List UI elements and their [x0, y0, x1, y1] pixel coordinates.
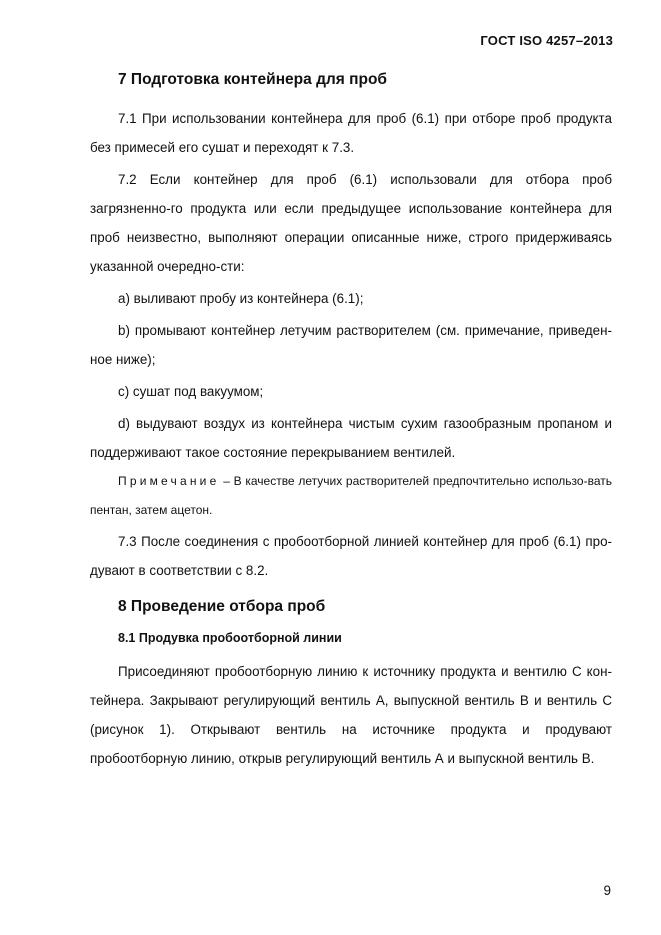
subsection-8-1-title: 8.1 Продувка пробоотборной линии [118, 631, 342, 645]
section-7-title: 7 Подготовка контейнера для проб [118, 71, 387, 88]
paragraph-7-2: 7.2 Если контейнер для проб (6.1) использовали для отбора проб загрязненно-го продукта или если предыдущее использование контейнера для проб неизвестно, выполняют операции описанные ниже, строго придерживаясь указанной очередно-сти: [90, 172, 612, 274]
paragraph-7-3: 7.3 После соединения с пробоотборной линией контейнер для проб (6.1) про-дувают в соответствии с 8.2. [90, 534, 612, 578]
list-item-b: b) промывают контейнер летучим растворителем (см. примечание, приведен-ное ниже); [90, 323, 612, 367]
list-item-a: а) выливают пробу из контейнера (6.1); [118, 291, 364, 306]
page-number: 9 [603, 883, 611, 898]
paragraph-7-1: 7.1 При использовании контейнера для проб (6.1) при отборе проб продукта без примесей его сушат и переходят к 7.3. [90, 111, 612, 155]
list-item-d: d) выдувают воздух из контейнера чистым сухим газообразным пропаном и поддерживают такое состояние перекрыванием вентилей. [90, 416, 612, 460]
paragraph-8-1: Присоединяют пробоотборную линию к источнику продукта и вентилю С кон-тейнера. Закрывают регулирующий вентиль А, выпускной вентиль В и вентиль С (рисунок 1). Открывают вентиль на источнике продукта и продувают пробоотборную линию, открыв регулирующий вентиль А и выпускной вентиль В. [90, 664, 612, 766]
list-item-c: с) сушат под вакуумом; [118, 384, 264, 399]
note-text: – В качестве летучих растворителей предпочтительно использо-вать пентан, затем ацетон. [90, 474, 612, 517]
note-label: Примечание [118, 474, 220, 488]
page-content [90, 68, 612, 773]
document-code: ГОСТ ISO 4257–2013 [480, 33, 613, 48]
section-8-title: 8 Проведение отбора проб [118, 598, 326, 615]
note [90, 467, 612, 525]
